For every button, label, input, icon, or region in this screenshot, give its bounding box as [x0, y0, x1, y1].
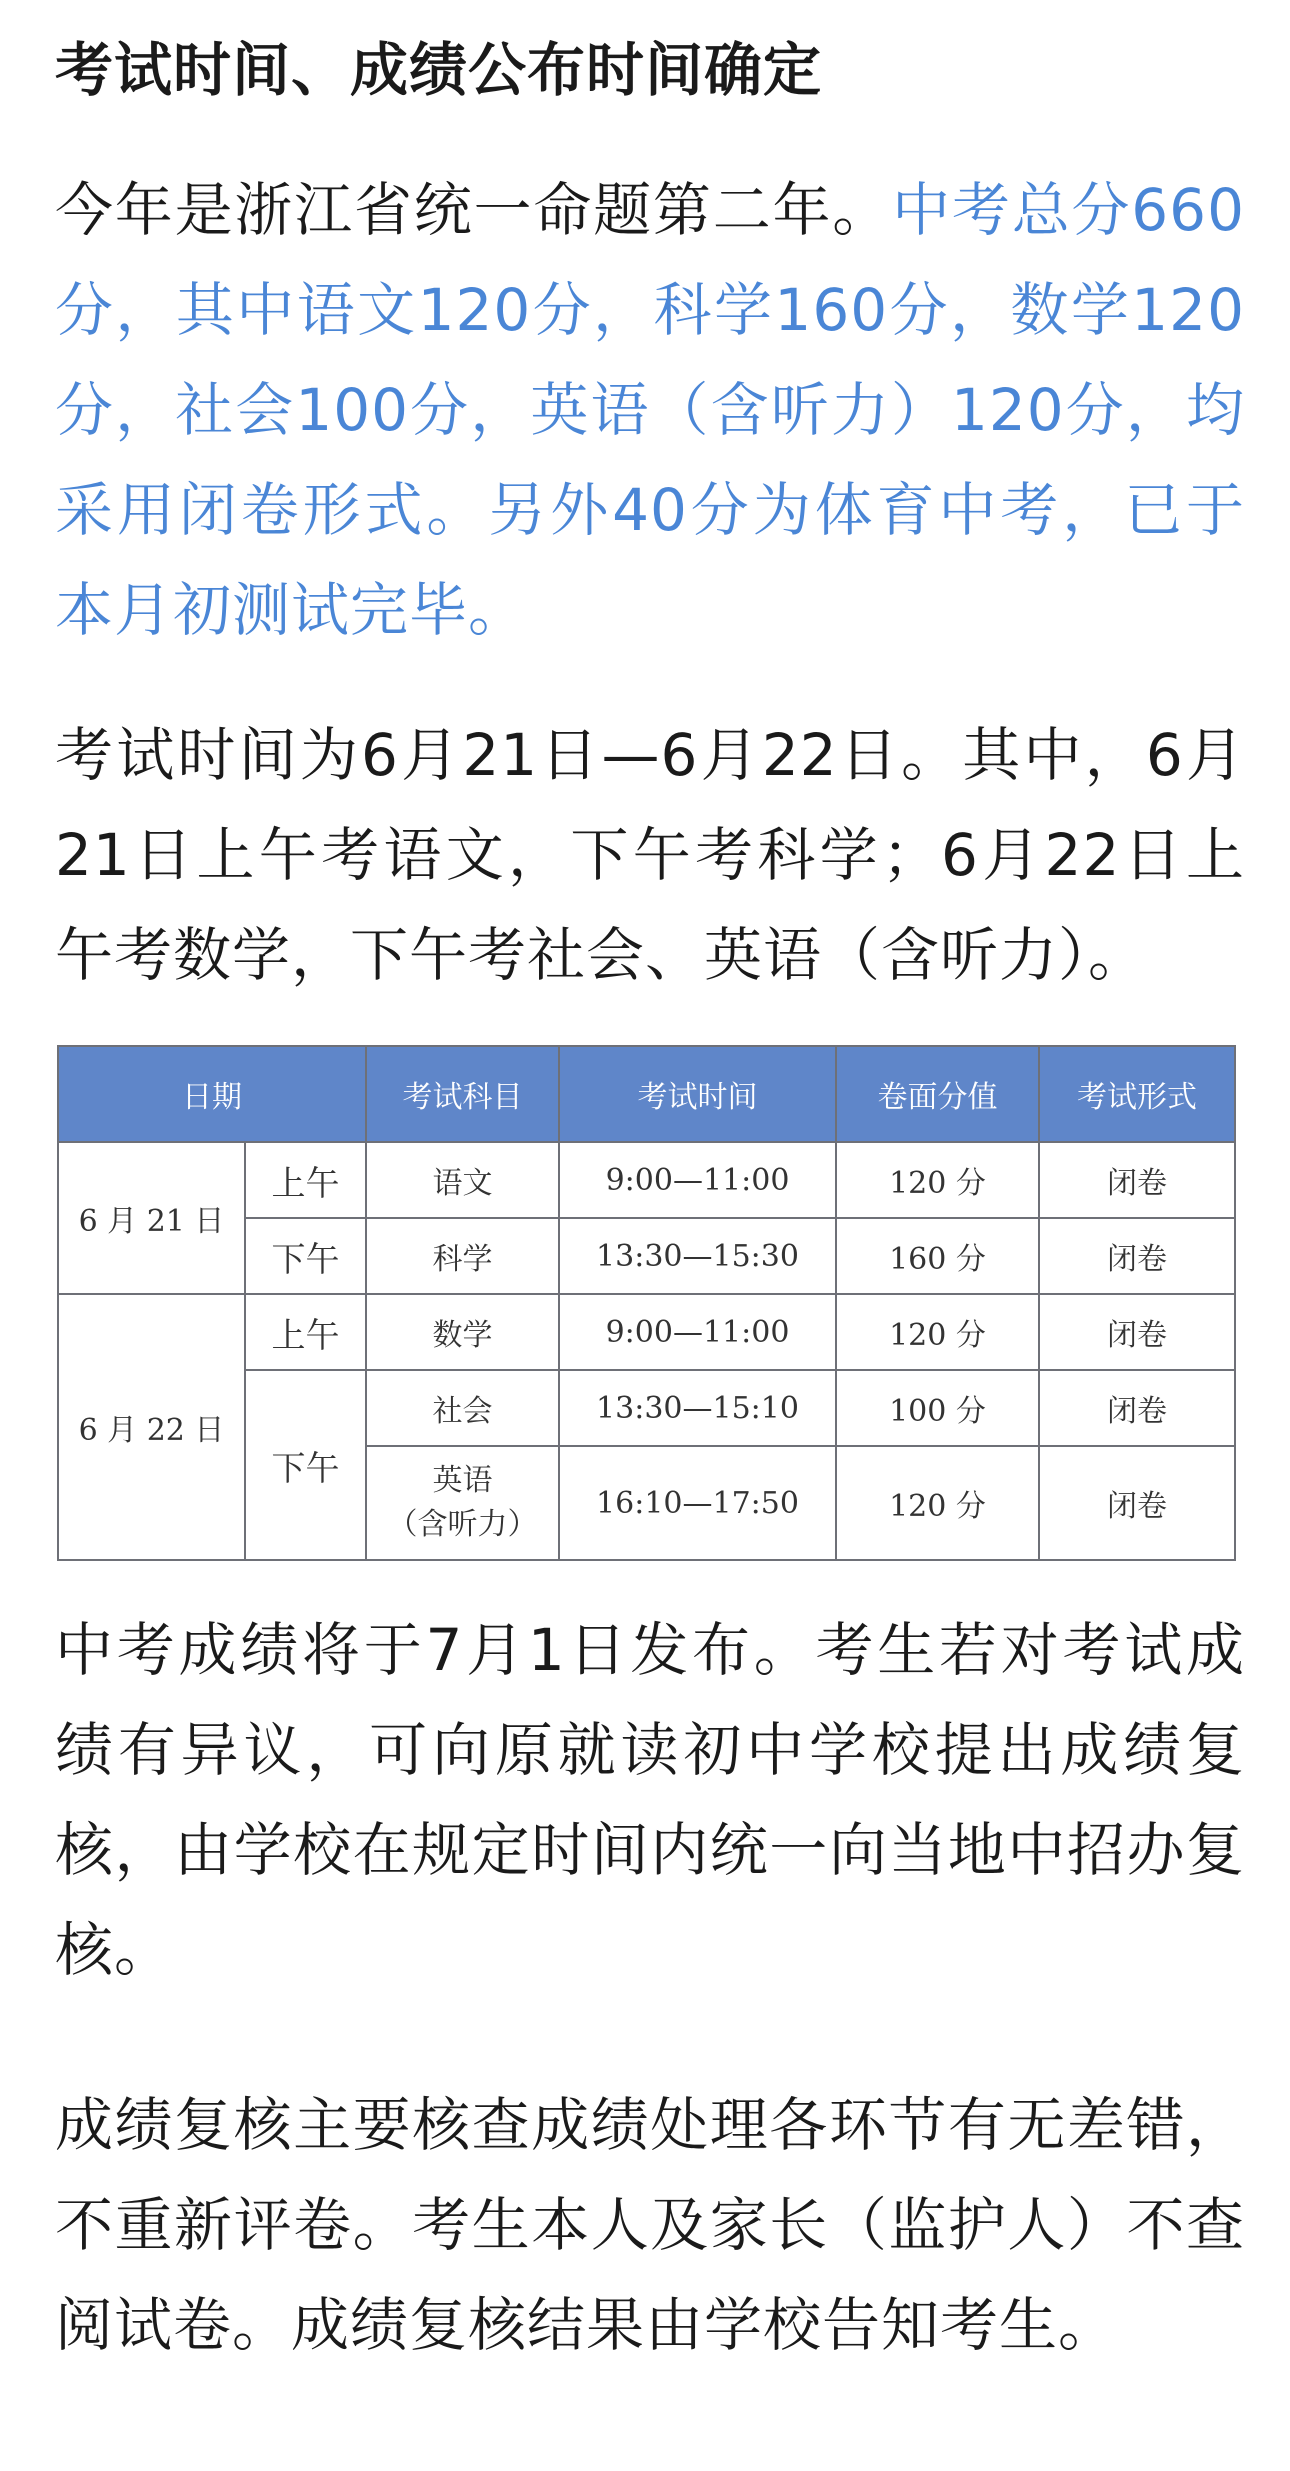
period-cell: 上午: [245, 1294, 366, 1370]
paragraph-exam-dates: 考试时间为6月21日—6月22日。其中，6月21日上午考语文，下午考科学；6月22日上午考数学，下午考社会、英语（含听力）。: [55, 721, 1245, 989]
header-time: 考试时间: [559, 1046, 836, 1142]
period-cell: 上午: [245, 1142, 366, 1218]
date-cell: 6 月 21 日: [58, 1142, 245, 1294]
time-cell: 9:00—11:00: [559, 1294, 836, 1370]
exam-schedule-table-container: [57, 1045, 1234, 1561]
format-cell: 闭卷: [1039, 1142, 1235, 1218]
table-row: [58, 1294, 1235, 1370]
header-subject: 考试科目: [366, 1046, 559, 1142]
format-cell: 闭卷: [1039, 1294, 1235, 1370]
period-cell: 下午: [245, 1370, 366, 1560]
format-cell: 闭卷: [1039, 1218, 1235, 1294]
highlighted-text: 中考总分660分，其中语文120分，科学160分，数学120分，社会100分，英语（含听力）120分，均采用闭卷形式。另外40分为体育中考，已于本月初测试完毕。: [55, 176, 1245, 644]
subject-note: （含听力）: [387, 1507, 538, 1542]
header-score: 卷面分值: [836, 1046, 1039, 1142]
time-cell: 13:30—15:10: [559, 1370, 836, 1446]
table-row: [58, 1142, 1235, 1218]
paragraph-score-release: 中考成绩将于7月1日发布。考生若对考试成绩有异议，可向原就读初中学校提出成绩复核，由学校在规定时间内统一向当地中招办复核。: [55, 1616, 1245, 1984]
header-date: 日期: [58, 1046, 366, 1142]
time-cell: 16:10—17:50: [559, 1446, 836, 1560]
subject-cell: 语文: [366, 1142, 559, 1218]
header-format: 考试形式: [1039, 1046, 1235, 1142]
period-cell: 下午: [245, 1218, 366, 1294]
time-cell: 13:30—15:30: [559, 1218, 836, 1294]
score-cell: 120 分: [836, 1294, 1039, 1370]
subject-cell: [366, 1446, 559, 1560]
exam-schedule-table: [57, 1045, 1236, 1561]
score-cell: 120 分: [836, 1446, 1039, 1560]
paragraph-score-review: 成绩复核主要核查成绩处理各环节有无差错，不重新评卷。考生本人及家长（监护人）不查阅试卷。成绩复核结果由学校告知考生。: [55, 2091, 1245, 2359]
section-title: 考试时间、成绩公布时间确定: [55, 36, 823, 104]
score-cell: 100 分: [836, 1370, 1039, 1446]
subject-line: 英语: [432, 1463, 493, 1498]
score-cell: 160 分: [836, 1218, 1039, 1294]
paragraph-exam-overview: [55, 160, 1245, 660]
format-cell: 闭卷: [1039, 1370, 1235, 1446]
subject-cell: 科学: [366, 1218, 559, 1294]
score-cell: 120 分: [836, 1142, 1039, 1218]
time-cell: 9:00—11:00: [559, 1142, 836, 1218]
date-cell: 6 月 22 日: [58, 1294, 245, 1560]
subject-cell: 社会: [366, 1370, 559, 1446]
format-cell: 闭卷: [1039, 1446, 1235, 1560]
subject-cell: 数学: [366, 1294, 559, 1370]
table-header-row: [58, 1046, 1235, 1142]
paragraph-text: 今年是浙江省统一命题第二年。: [55, 176, 893, 244]
